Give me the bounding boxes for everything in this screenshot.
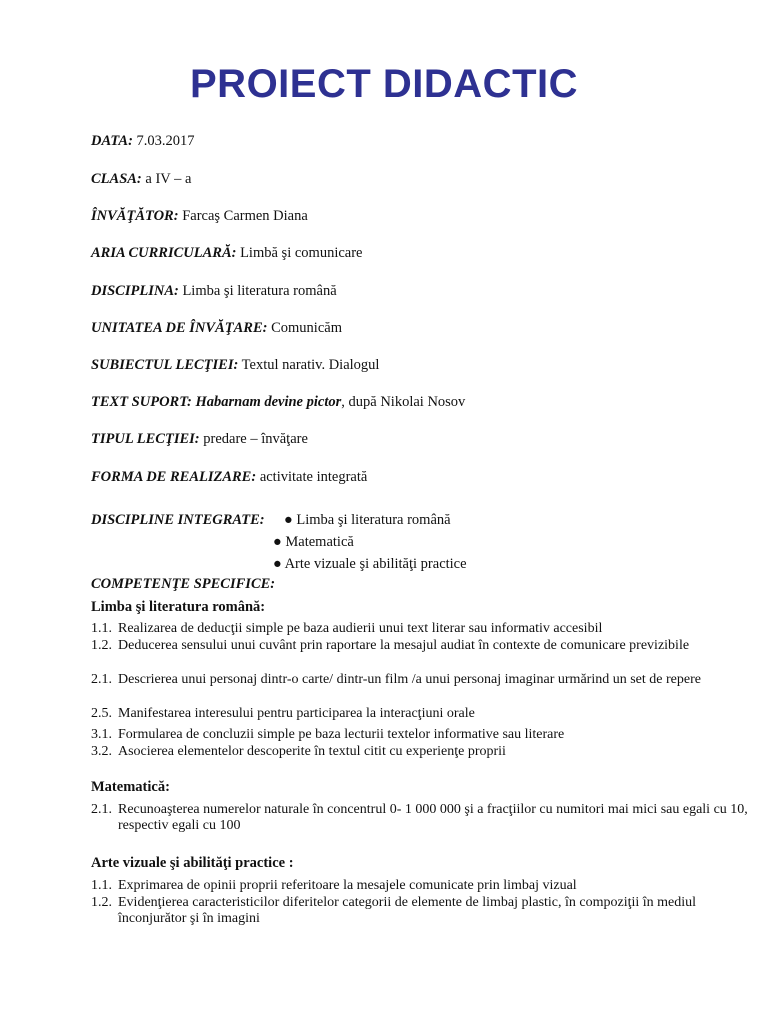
competence-item bbox=[91, 706, 751, 722]
competence-number: 1.2. bbox=[91, 895, 112, 910]
competence-text: Manifestarea interesului pentru participarea la interacţiuni orale bbox=[118, 706, 475, 721]
field-value: Limbă şi comunicare bbox=[236, 245, 363, 261]
competence-item bbox=[91, 802, 751, 834]
field-value: , după Nikolai Nosov bbox=[341, 394, 466, 410]
integrated-discipline-item: ● Limba şi literatura română bbox=[284, 512, 451, 528]
competence-text: Descrierea unui personaj dintr-o carte/ dintr-un film /a unui personaj imaginar urmărind un set de repere bbox=[118, 672, 701, 687]
competence-text: Formularea de concluzii simple pe baza lecturii textelor informative sau literare bbox=[118, 727, 565, 742]
competence-number: 2.1. bbox=[91, 672, 112, 687]
competence-item bbox=[91, 727, 751, 743]
competence-number: 1.2. bbox=[91, 638, 112, 653]
field-text-suport bbox=[91, 394, 465, 411]
field-discipline-integrate bbox=[91, 512, 265, 529]
field-subiectul bbox=[91, 357, 379, 374]
competence-item bbox=[91, 895, 751, 927]
field-tipul bbox=[91, 431, 308, 448]
competence-text: Recunoaşterea numerelor naturale în concentrul 0- 1 000 000 şi a fracţiilor cu numitori mai mici sau egali cu 10, respectiv egali cu 100 bbox=[118, 802, 748, 833]
competence-number: 2.1. bbox=[91, 802, 112, 817]
field-value: 7.03.2017 bbox=[132, 133, 195, 149]
field-value: Textul narativ. Dialogul bbox=[238, 357, 380, 373]
field-label: DISCIPLINA: bbox=[91, 283, 179, 299]
section-heading-limba: Limba şi literatura română: bbox=[91, 599, 266, 615]
competente-heading bbox=[91, 576, 275, 593]
field-label: DISCIPLINE INTEGRATE: bbox=[91, 512, 265, 528]
field-value: Comunicăm bbox=[267, 320, 342, 336]
competence-text: Deducerea sensului unui cuvânt prin raportare la mesajul audiat în contexte de comunicare previzibile bbox=[118, 638, 690, 653]
competence-number: 1.1. bbox=[91, 621, 112, 636]
field-label: TIPUL LECŢIEI: bbox=[91, 431, 200, 447]
field-label: ARIA CURRICULARĂ: bbox=[91, 245, 237, 261]
page-title: PROIECT DIDACTIC bbox=[190, 62, 578, 106]
field-value: Limba şi literatura română bbox=[178, 283, 337, 299]
field-value: Farcaş Carmen Diana bbox=[178, 208, 308, 224]
text-suport-title: Habarnam devine pictor bbox=[195, 394, 342, 410]
field-disciplina bbox=[91, 283, 337, 300]
field-label: UNITATEA DE ÎNVĂŢARE: bbox=[91, 320, 268, 336]
field-unitatea bbox=[91, 320, 342, 337]
field-label: ÎNVĂŢĂTOR: bbox=[91, 208, 179, 224]
competence-number: 1.1. bbox=[91, 878, 112, 893]
competence-item bbox=[91, 621, 751, 637]
field-label: COMPETENŢE SPECIFICE: bbox=[91, 576, 276, 592]
competence-item bbox=[91, 638, 751, 654]
competence-text: Exprimarea de opinii proprii referitoare la mesajele comunicate prin limbaj vizual bbox=[118, 878, 577, 893]
competence-number: 2.5. bbox=[91, 706, 112, 721]
competence-item bbox=[91, 672, 751, 688]
field-invatator bbox=[91, 208, 308, 225]
field-label: TEXT SUPORT: bbox=[91, 394, 196, 410]
integrated-discipline-item: ● Arte vizuale şi abilităţi practice bbox=[273, 556, 467, 572]
field-label: FORMA DE REALIZARE: bbox=[91, 469, 257, 485]
field-value: predare – învăţare bbox=[199, 431, 308, 447]
competence-number: 3.1. bbox=[91, 727, 112, 742]
field-data bbox=[91, 133, 195, 150]
field-label: CLASA: bbox=[91, 171, 142, 187]
section-heading-arte: Arte vizuale şi abilităţi practice : bbox=[91, 855, 294, 871]
field-aria-curriculara bbox=[91, 245, 362, 262]
competence-text: Realizarea de deducţii simple pe baza audierii unui text literar sau informativ accesibil bbox=[118, 621, 603, 636]
field-value: a IV – a bbox=[141, 171, 192, 187]
integrated-discipline-item: ● Matematică bbox=[273, 534, 354, 550]
field-value: activitate integrată bbox=[256, 469, 368, 485]
competence-item bbox=[91, 744, 751, 760]
section-heading-matematica: Matematică: bbox=[91, 779, 170, 795]
field-label: SUBIECTUL LECŢIEI: bbox=[91, 357, 239, 373]
competence-text: Asocierea elementelor descoperite în textul citit cu experienţe proprii bbox=[118, 744, 506, 759]
field-clasa bbox=[91, 171, 191, 188]
field-label: DATA: bbox=[91, 133, 133, 149]
field-forma bbox=[91, 469, 367, 486]
competence-item bbox=[91, 878, 751, 894]
competence-number: 3.2. bbox=[91, 744, 112, 759]
competence-text: Evidenţierea caracteristicilor diferitelor categorii de elemente de limbaj plastic, în compoziţii în mediul înconjurător şi în imagini bbox=[118, 895, 697, 926]
